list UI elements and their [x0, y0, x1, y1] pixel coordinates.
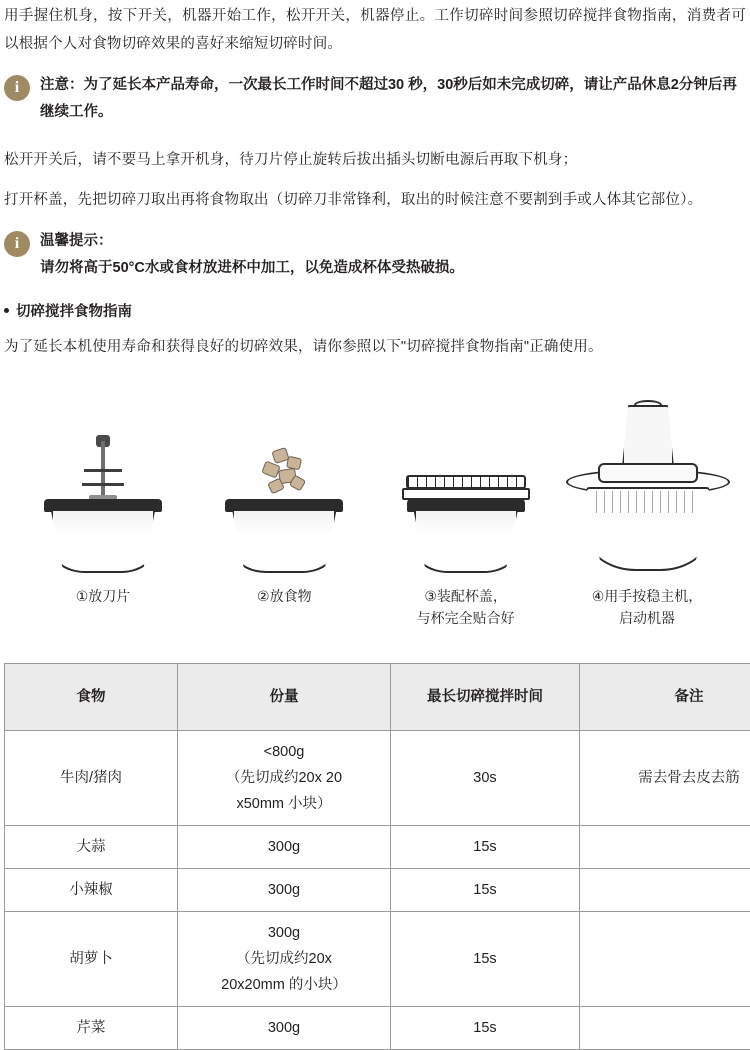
step-2-art — [199, 403, 369, 573]
step-1-art — [18, 403, 188, 573]
paragraph-operation: 用手握住机身，按下开关，机器开始工作，松开开关，机器停止。工作切碎时间参照切碎搅拌食物指南，消费者可以根据个人对食物切碎效果的喜好来缩短切碎时间。 — [0, 0, 750, 58]
table-header-row — [5, 664, 750, 731]
step-4-caption-line1: ④用手按稳主机， — [562, 585, 732, 607]
cell-food: 大蒜 — [5, 826, 178, 869]
table-row — [5, 1007, 750, 1050]
table-header-time: 最长切碎搅拌时间 — [391, 664, 580, 731]
cell-amount-line1: 300g — [184, 877, 384, 903]
lid-icon — [402, 475, 530, 501]
section-heading — [0, 300, 750, 321]
cell-time: 15s — [391, 1007, 580, 1050]
cell-amount — [178, 912, 391, 1007]
info-icon: i — [4, 231, 30, 257]
tip-note-line1: 温馨提示： — [40, 228, 746, 255]
table-header-food: 食物 — [5, 664, 178, 731]
food-chunks-icon — [257, 449, 311, 495]
tip-note-line2: 请勿将高于50°C水或食材放进杯中加工，以免造成杯体受热破损。 — [40, 255, 746, 282]
cell-time: 15s — [391, 826, 580, 869]
info-icon: i — [4, 75, 30, 101]
cell-remark — [580, 826, 750, 869]
cell-amount-line2: （先切成约20x — [184, 946, 384, 972]
table-row — [5, 912, 750, 1007]
step-3-caption-line1: ③装配杯盖， — [381, 585, 551, 607]
cell-remark — [580, 912, 750, 1007]
cell-amount — [178, 869, 391, 912]
cell-time: 15s — [391, 912, 580, 1007]
step-2-caption — [199, 585, 369, 629]
steps-illustration — [18, 403, 732, 629]
step-4-caption — [562, 585, 732, 629]
cell-food: 小辣椒 — [5, 869, 178, 912]
step-2-caption-line1: ②放食物 — [199, 585, 369, 607]
cup-with-lid-icon — [407, 499, 525, 573]
step-4 — [562, 403, 732, 629]
cell-remark — [580, 1007, 750, 1050]
cup-icon — [44, 499, 162, 573]
step-1 — [18, 403, 188, 629]
step-3-art — [381, 403, 551, 573]
warning-note-text: 注意：为了延长本产品寿命，一次最长工作时间不超过30 秒，30秒后如未完成切碎，请让产品休息2分钟后再继续工作。 — [40, 72, 746, 126]
table-row — [5, 731, 750, 826]
cell-time: 30s — [391, 731, 580, 826]
tip-note-text — [40, 228, 746, 282]
cell-amount — [178, 1007, 391, 1050]
cell-amount-line1: 300g — [184, 1015, 384, 1041]
cell-amount-line1: <800g — [184, 739, 384, 765]
cell-food: 牛肉/猪肉 — [5, 731, 178, 826]
step-1-caption — [18, 585, 188, 629]
step-2 — [199, 403, 369, 629]
cell-amount — [178, 731, 391, 826]
table-header-amount: 份量 — [178, 664, 391, 731]
section-title: 切碎搅拌食物指南 — [16, 300, 132, 321]
section-intro: 为了延长本机使用寿命和获得良好的切碎效果，请你参照以下"切碎搅拌食物指南"正确使用。 — [0, 333, 750, 361]
tip-note — [0, 228, 750, 282]
step-3 — [381, 403, 551, 629]
bullet-dot-icon — [4, 308, 9, 313]
warning-note — [0, 72, 750, 126]
cell-amount-line1: 300g — [184, 834, 384, 860]
cell-amount-line3: x50mm 小块） — [184, 791, 384, 817]
paragraph-switch-release: 松开开关后，请不要马上拿开机身，待刀片停止旋转后拔出插头切断电源后再取下机身； — [0, 146, 750, 174]
cup-icon — [225, 499, 343, 573]
food-guide-table — [4, 663, 750, 1050]
step-1-caption-line1: ①放刀片 — [18, 585, 188, 607]
cell-amount-line1: 300g — [184, 920, 384, 946]
cell-food: 芹菜 — [5, 1007, 178, 1050]
step-3-caption-line2: 与杯完全贴合好 — [381, 607, 551, 629]
step-4-caption-line2: 启动机器 — [562, 607, 732, 629]
cell-food: 胡萝卜 — [5, 912, 178, 1007]
cell-remark — [580, 869, 750, 912]
paragraph-open-lid: 打开杯盖，先把切碎刀取出再将食物取出（切碎刀非常锋利，取出的时候注意不要割到手或人体其它部位）。 — [0, 186, 750, 214]
cell-amount-line2: （先切成约20x 20 — [184, 765, 384, 791]
table-header-remark: 备注 — [580, 664, 750, 731]
table-row — [5, 869, 750, 912]
guide-table-wrapper — [4, 663, 746, 1050]
cell-time: 15s — [391, 869, 580, 912]
cell-amount — [178, 826, 391, 869]
cell-remark: 需去骨去皮去筋 — [580, 731, 750, 826]
step-4-art — [562, 403, 732, 573]
step-3-caption — [381, 585, 551, 629]
cell-amount-line3: 20x20mm 的小块） — [184, 972, 384, 998]
table-row — [5, 826, 750, 869]
assembled-chopper-icon — [562, 405, 732, 573]
